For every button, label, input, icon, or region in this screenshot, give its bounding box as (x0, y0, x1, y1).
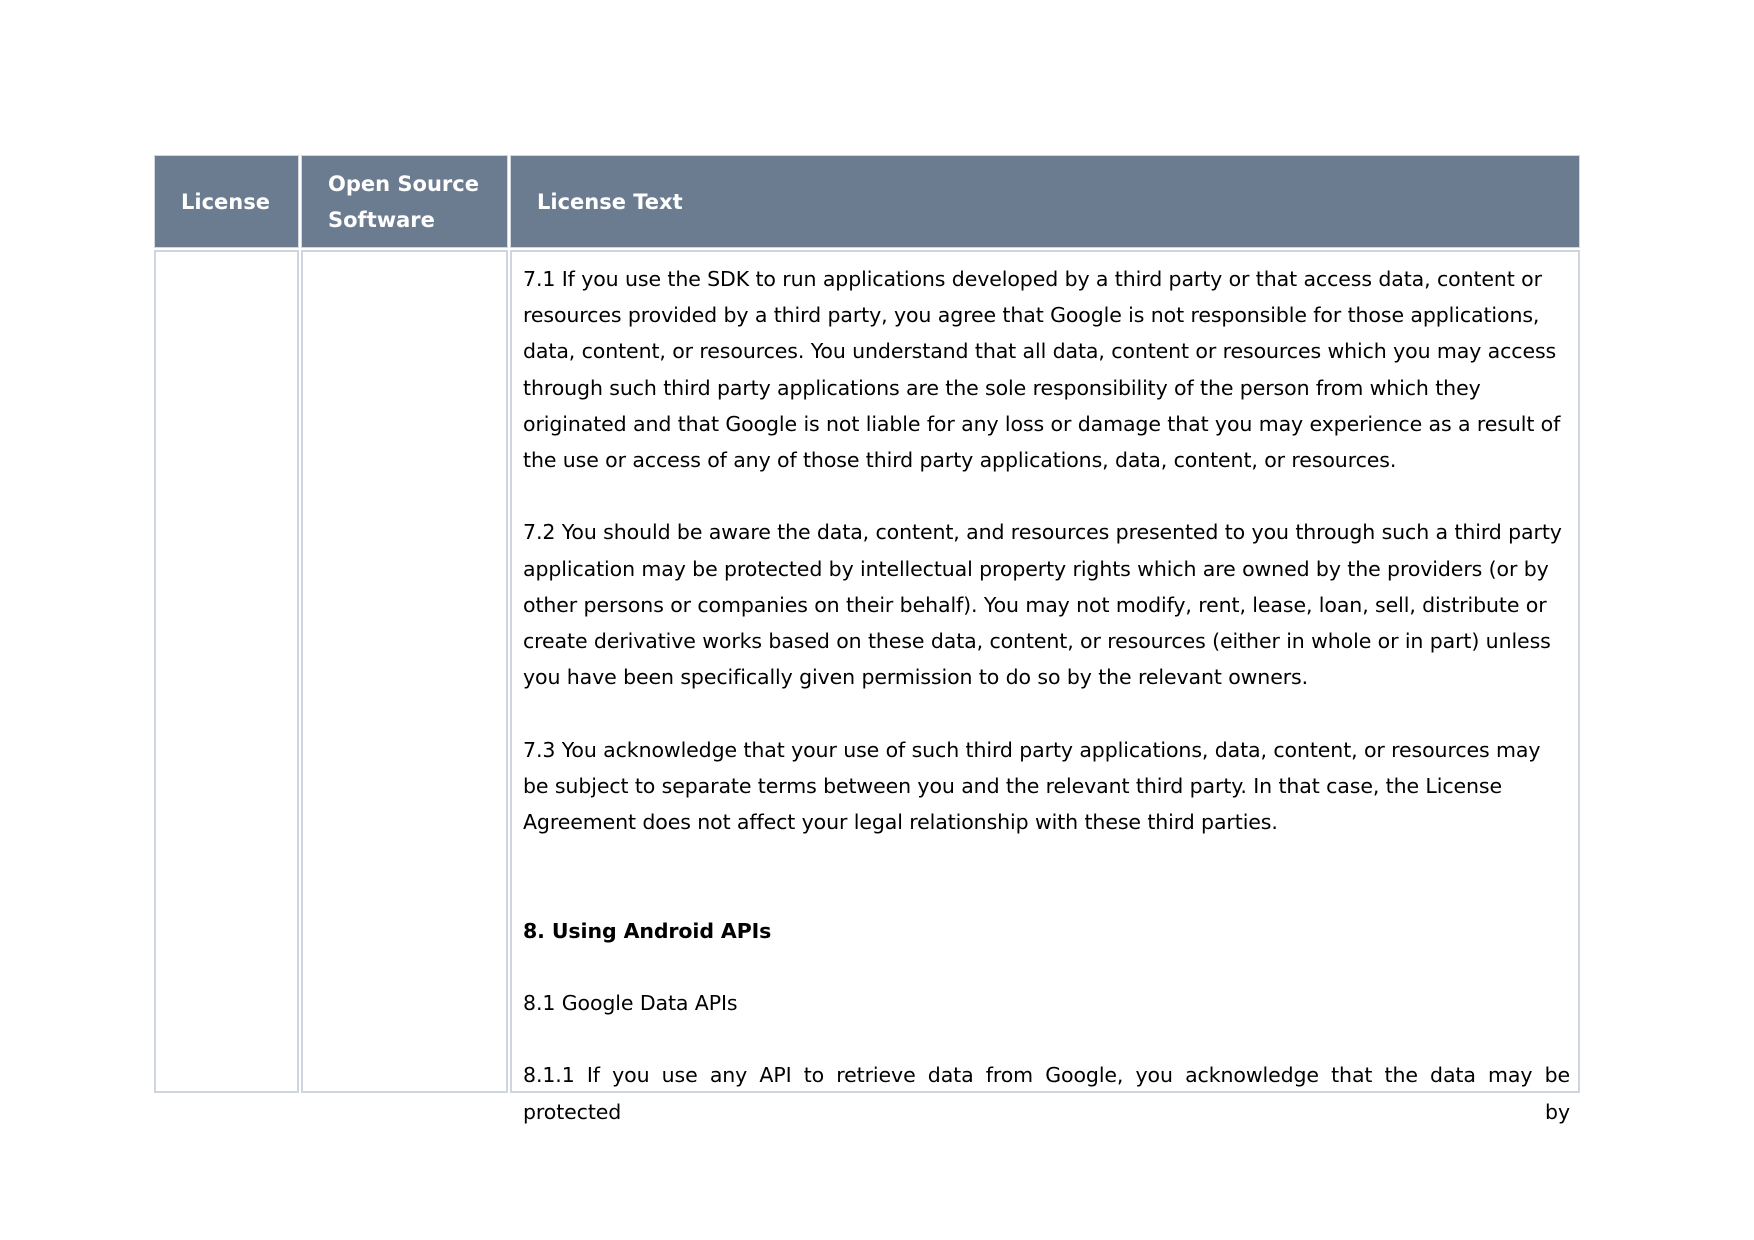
paragraph-8-1-1: 8.1.1 If you use any API to retrieve data from Google, you acknowledge that the data may be protected by (523, 1063, 1570, 1124)
paragraph-8-1: 8.1 Google Data APIs (523, 991, 738, 1015)
license-text-body (523, 261, 1570, 1130)
cell-license-text (510, 250, 1580, 1124)
header-license-text (510, 155, 1580, 248)
paragraph-7-3: 7.3 You acknowledge that your use of such third party applications, data, content, or resources may be subject to separate terms between you and the relevant third party. In that case, the License Agreement does not affect your legal relationship with these third parties. (523, 737, 1541, 835)
header-open-source-software (301, 155, 508, 248)
paragraph-7-2: 7.2 You should be aware the data, content, and resources presented to you through such a third party application may be protected by intellectual property rights which are owned by the providers (or by other persons or companies on their behalf). You may not modify, rent, lease, loan, sell, distribute or create derivative works based on these data, content, or resources (either in whole or in part) unless you have been specifically given permission to do so by the relevant owners. (523, 520, 1562, 690)
license-table (154, 155, 1580, 1124)
cell-open-source-software (301, 250, 508, 1093)
header-open-source-label-line2: Software (328, 207, 435, 232)
header-license (154, 155, 299, 248)
paragraph-7-1: 7.1 If you use the SDK to run applications developed by a third party or that access data, content or resources provided by a third party, you agree that Google is not responsible for those applications, data, content, or resources. You understand that all data, content or resources which you may access through such third party applications are the sole responsibility of the person from which they originated and that Google is not liable for any loss or damage that you may experience as a result of the use or access of any of those third party applications, data, content, or resources. (523, 267, 1561, 473)
header-license-label: License (181, 189, 270, 214)
section-heading-8: 8. Using Android APIs (523, 918, 772, 943)
header-license-text-label: License Text (537, 189, 683, 214)
cell-license (154, 250, 299, 1093)
header-open-source-label-line1: Open Source (328, 171, 479, 196)
